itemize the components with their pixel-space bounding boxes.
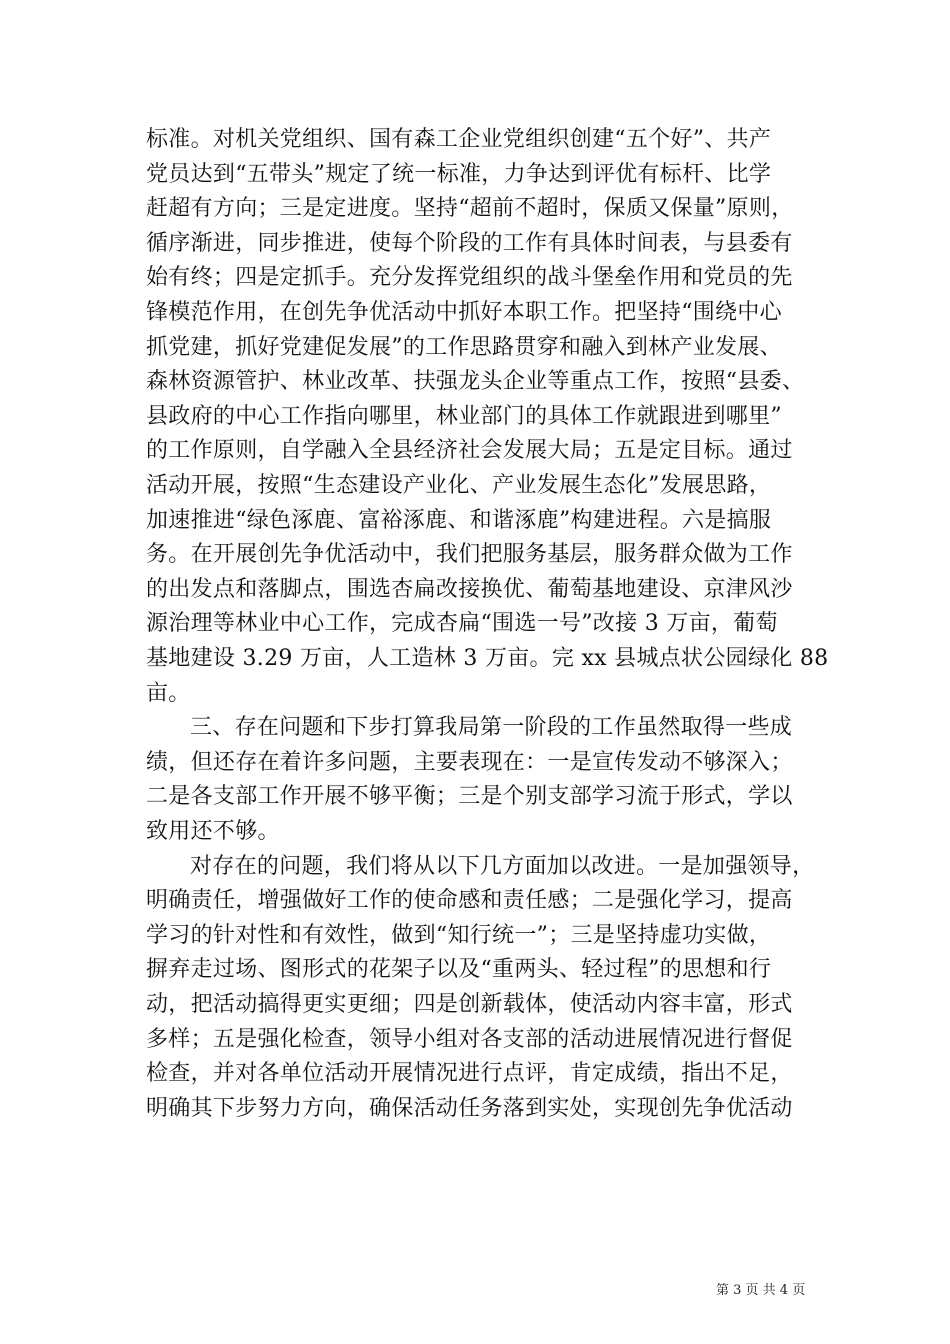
text-line: 明确其下步努力方向，确保活动任务落到实处，实现创先争优活动 bbox=[146, 1096, 793, 1121]
text-line: 明确责任，增强做好工作的使命感和责任感；二是强化学习，提高 bbox=[146, 888, 793, 913]
text-line: 循序渐进，同步推进，使每个阶段的工作有具体时间表，与县委有 bbox=[146, 231, 793, 256]
text-line: 基地建设 3.29 万亩，人工造林 3 万亩。完 xx 县城点状公园绿化 88 bbox=[146, 646, 829, 671]
text-line: 检查，并对各单位活动开展情况进行点评，肯定成绩，指出不足， bbox=[146, 1061, 793, 1086]
text-line: 三、存在问题和下步打算我局第一阶段的工作虽然取得一些成 bbox=[190, 715, 793, 740]
text-line: 致用还不够。 bbox=[146, 819, 280, 844]
text-line: 森林资源管护、林业改革、扶强龙头企业等重点工作，按照“县委、 bbox=[146, 369, 805, 394]
text-line: 赶超有方向；三是定进度。坚持“超前不超时，保质又保量”原则， bbox=[146, 196, 794, 221]
text-line: 摒弃走过场、图形式的花架子以及“重两头、轻过程”的思想和行 bbox=[146, 957, 772, 982]
page-number-footer: 第 3 页 共 4 页 bbox=[716, 1283, 806, 1298]
text-line: 的工作原则，自学融入全县经济社会发展大局；五是定目标。通过 bbox=[146, 438, 793, 463]
text-line: 抓党建，抓好党建促发展”的工作思路贯穿和融入到林产业发展、 bbox=[146, 335, 782, 360]
text-line: 对存在的问题，我们将从以下几方面加以改进。一是加强领导， bbox=[190, 854, 815, 879]
text-line: 活动开展，按照“生态建设产业化、产业发展生态化”发展思路， bbox=[146, 473, 772, 498]
text-line: 党员达到“五带头”规定了统一标准，力争达到评优有标杆、比学 bbox=[146, 162, 772, 187]
text-line: 多样；五是强化检查，领导小组对各支部的活动进展情况进行督促 bbox=[146, 1027, 793, 1052]
text-line: 动，把活动搞得更实更细；四是创新载体，使活动内容丰富，形式 bbox=[146, 992, 793, 1017]
text-line: 绩，但还存在着许多问题，主要表现在：一是宣传发动不够深入； bbox=[146, 750, 793, 775]
text-line: 务。在开展创先争优活动中，我们把服务基层，服务群众做为工作 bbox=[146, 542, 793, 567]
text-line: 县政府的中心工作指向哪里，林业部门的具体工作就跟进到哪里” bbox=[146, 404, 782, 429]
text-line: 源治理等林业中心工作，完成杏扁“围选一号”改接 3 万亩，葡萄 bbox=[146, 611, 778, 636]
text-line: 亩。 bbox=[146, 681, 191, 706]
text-line: 始有终；四是定抓手。充分发挥党组织的战斗堡垒作用和党员的先 bbox=[146, 265, 793, 290]
text-line: 标准。对机关党组织、国有森工企业党组织创建“五个好”、共产 bbox=[146, 127, 772, 152]
text-line: 学习的针对性和有效性，做到“知行统一”；三是坚持虚功实做， bbox=[146, 923, 772, 948]
text-line: 的出发点和落脚点，围选杏扁改接换优、葡萄基地建设、京津风沙 bbox=[146, 577, 793, 602]
text-line: 加速推进“绿色涿鹿、富裕涿鹿、和谐涿鹿”构建进程。六是搞服 bbox=[146, 508, 772, 533]
text-line: 锋模范作用，在创先争优活动中抓好本职工作。把坚持“围绕中心 bbox=[146, 300, 782, 325]
text-line: 二是各支部工作开展不够平衡；三是个别支部学习流于形式，学以 bbox=[146, 784, 793, 809]
